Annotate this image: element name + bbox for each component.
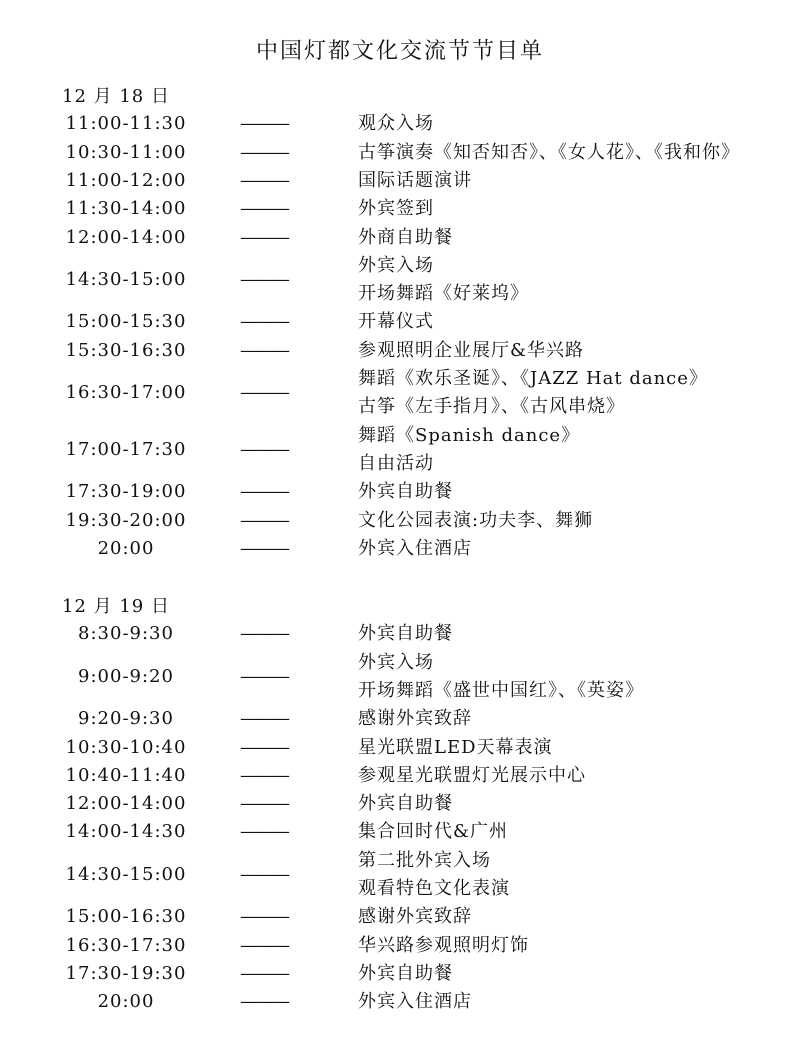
schedule-row <box>0 195 800 223</box>
day-label: 12 月 19 日 <box>62 596 170 617</box>
event-item: 参观星光联盟灯光展示中心 <box>358 764 586 786</box>
schedule-row <box>0 734 800 762</box>
time-range: 12:00-14:00 <box>65 793 187 815</box>
time-range: 17:30-19:00 <box>65 481 187 503</box>
event-item: 外商自助餐 <box>358 226 453 248</box>
dash-separator: ——— <box>240 793 288 815</box>
dash-separator: ——— <box>240 863 288 885</box>
event-list <box>358 988 794 1016</box>
time-range: 19:30-20:00 <box>65 509 187 531</box>
dash-separator: ——— <box>240 311 288 333</box>
event-item: 外宾自助餐 <box>358 481 453 503</box>
event-list <box>358 734 794 762</box>
event-list <box>358 224 794 252</box>
event-list <box>358 903 794 931</box>
schedule-row <box>0 167 800 195</box>
dash-separator: ——— <box>240 141 288 163</box>
event-item: 外宾入场 <box>358 651 434 673</box>
event-list <box>358 365 794 422</box>
time-range: 14:30-15:00 <box>65 268 187 290</box>
schedule-row <box>0 365 800 422</box>
time-range: 20:00 <box>97 537 155 559</box>
dash-separator: ——— <box>240 821 288 843</box>
schedule-row <box>0 790 800 818</box>
event-item: 感谢外宾致辞 <box>358 708 472 730</box>
dash-separator: ——— <box>240 481 288 503</box>
event-item: 参观照明企业展厅&华兴路 <box>358 339 585 361</box>
dash-separator: ——— <box>240 991 288 1013</box>
event-item: 舞蹈《Spanish dance》 <box>358 424 581 446</box>
time-range: 9:00-9:20 <box>78 665 174 687</box>
event-item: 感谢外宾致辞 <box>358 906 472 928</box>
dash-separator: ——— <box>240 226 288 248</box>
schedule-row <box>0 620 800 648</box>
event-item: 星光联盟LED天幕表演 <box>358 736 553 758</box>
dash-separator: ——— <box>240 736 288 758</box>
event-list <box>358 110 794 138</box>
schedule-row <box>0 705 800 733</box>
schedule-row <box>0 139 800 167</box>
event-item: 舞蹈《欢乐圣诞》、《JAZZ Hat dance》 <box>358 368 708 389</box>
dash-separator: ——— <box>240 113 288 135</box>
time-range: 16:30-17:30 <box>65 934 187 956</box>
dash-separator: ——— <box>240 382 288 404</box>
event-list <box>358 337 794 365</box>
time-range: 20:00 <box>97 991 155 1013</box>
schedule-row <box>0 535 800 563</box>
event-list <box>358 620 794 648</box>
event-list <box>358 847 794 904</box>
dash-separator: ——— <box>240 268 288 290</box>
event-list <box>358 535 794 563</box>
dash-separator: ——— <box>240 438 288 460</box>
event-list <box>358 649 794 706</box>
event-item: 外宾自助餐 <box>358 962 453 984</box>
event-list <box>358 507 794 535</box>
event-item: 自由活动 <box>358 452 434 474</box>
dash-separator: ——— <box>240 509 288 531</box>
schedule-row <box>0 252 800 309</box>
event-list <box>358 422 794 479</box>
event-item: 古筝《左手指月》、《古风串烧》 <box>358 396 625 418</box>
time-range: 10:30-11:00 <box>65 141 187 163</box>
dash-separator: ——— <box>240 708 288 730</box>
schedule-row <box>0 762 800 790</box>
time-range: 9:20-9:30 <box>78 708 174 730</box>
time-range: 14:30-15:00 <box>65 863 187 885</box>
event-item: 观众入场 <box>358 113 434 135</box>
dash-separator: ——— <box>240 934 288 956</box>
event-list <box>358 139 794 167</box>
event-item: 开幕仪式 <box>358 311 434 333</box>
event-list <box>358 167 794 195</box>
event-item: 外宾自助餐 <box>358 793 453 815</box>
event-item: 外宾入场 <box>358 254 434 276</box>
event-list <box>358 195 794 223</box>
dash-separator: ——— <box>240 764 288 786</box>
event-item: 外宾入住酒店 <box>358 991 472 1013</box>
time-range: 14:00-14:30 <box>65 821 187 843</box>
event-list <box>358 932 794 960</box>
event-list <box>358 252 794 309</box>
dash-separator: ——— <box>240 169 288 191</box>
time-range: 11:00-12:00 <box>65 169 187 191</box>
schedule-row <box>0 988 800 1016</box>
schedule-row <box>0 337 800 365</box>
event-list <box>358 818 794 846</box>
schedule-row <box>0 507 800 535</box>
time-range: 16:30-17:00 <box>65 382 187 404</box>
time-range: 11:00-11:30 <box>65 113 187 135</box>
event-list <box>358 790 794 818</box>
event-item: 外宾自助餐 <box>358 623 453 645</box>
time-range: 17:00-17:30 <box>65 438 187 460</box>
time-range: 10:40-11:40 <box>65 764 187 786</box>
schedule-row <box>0 818 800 846</box>
schedule-row <box>0 960 800 988</box>
event-item: 文化公园表演:功夫李、舞狮 <box>358 509 594 531</box>
page-title: 中国灯都文化交流节节目单 <box>255 39 544 64</box>
time-range: 11:30-14:00 <box>65 198 187 220</box>
event-item: 观看特色文化表演 <box>358 877 510 899</box>
time-range: 10:30-10:40 <box>65 736 187 758</box>
time-range: 15:30-16:30 <box>65 339 187 361</box>
time-range: 15:00-15:30 <box>65 311 187 333</box>
event-item: 古筝演奏《知否知否》、《女人花》、《我和你》 <box>358 141 740 163</box>
schedule-row <box>0 847 800 904</box>
dash-separator: ——— <box>240 339 288 361</box>
dash-separator: ——— <box>240 906 288 928</box>
event-list <box>358 960 794 988</box>
event-item: 国际话题演讲 <box>358 169 472 191</box>
schedule-row <box>0 649 800 706</box>
event-item: 第二批外宾入场 <box>358 849 491 871</box>
event-item: 集合回时代&广州 <box>358 821 509 843</box>
event-list <box>358 308 794 336</box>
schedule-row <box>0 110 800 138</box>
event-list <box>358 705 794 733</box>
dash-separator: ——— <box>240 537 288 559</box>
event-item: 华兴路参观照明灯饰 <box>358 934 529 956</box>
event-item: 开场舞蹈《盛世中国红》、《英姿》 <box>358 679 644 701</box>
dash-separator: ——— <box>240 198 288 220</box>
time-range: 12:00-14:00 <box>65 226 187 248</box>
event-item: 外宾入住酒店 <box>358 537 472 559</box>
schedule-row <box>0 308 800 336</box>
time-range: 17:30-19:30 <box>65 962 187 984</box>
schedule-row <box>0 903 800 931</box>
dash-separator: ——— <box>240 962 288 984</box>
time-range: 8:30-9:30 <box>78 623 174 645</box>
event-item: 外宾签到 <box>358 198 434 220</box>
schedule-row <box>0 932 800 960</box>
schedule-row <box>0 224 800 252</box>
event-list <box>358 762 794 790</box>
dash-separator: ——— <box>240 665 288 687</box>
time-range: 15:00-16:30 <box>65 906 187 928</box>
day-label: 12 月 18 日 <box>62 86 170 107</box>
dash-separator: ——— <box>240 623 288 645</box>
event-item: 开场舞蹈《好莱坞》 <box>358 283 529 305</box>
schedule-row <box>0 478 800 506</box>
event-list <box>358 478 794 506</box>
schedule-row <box>0 422 800 479</box>
